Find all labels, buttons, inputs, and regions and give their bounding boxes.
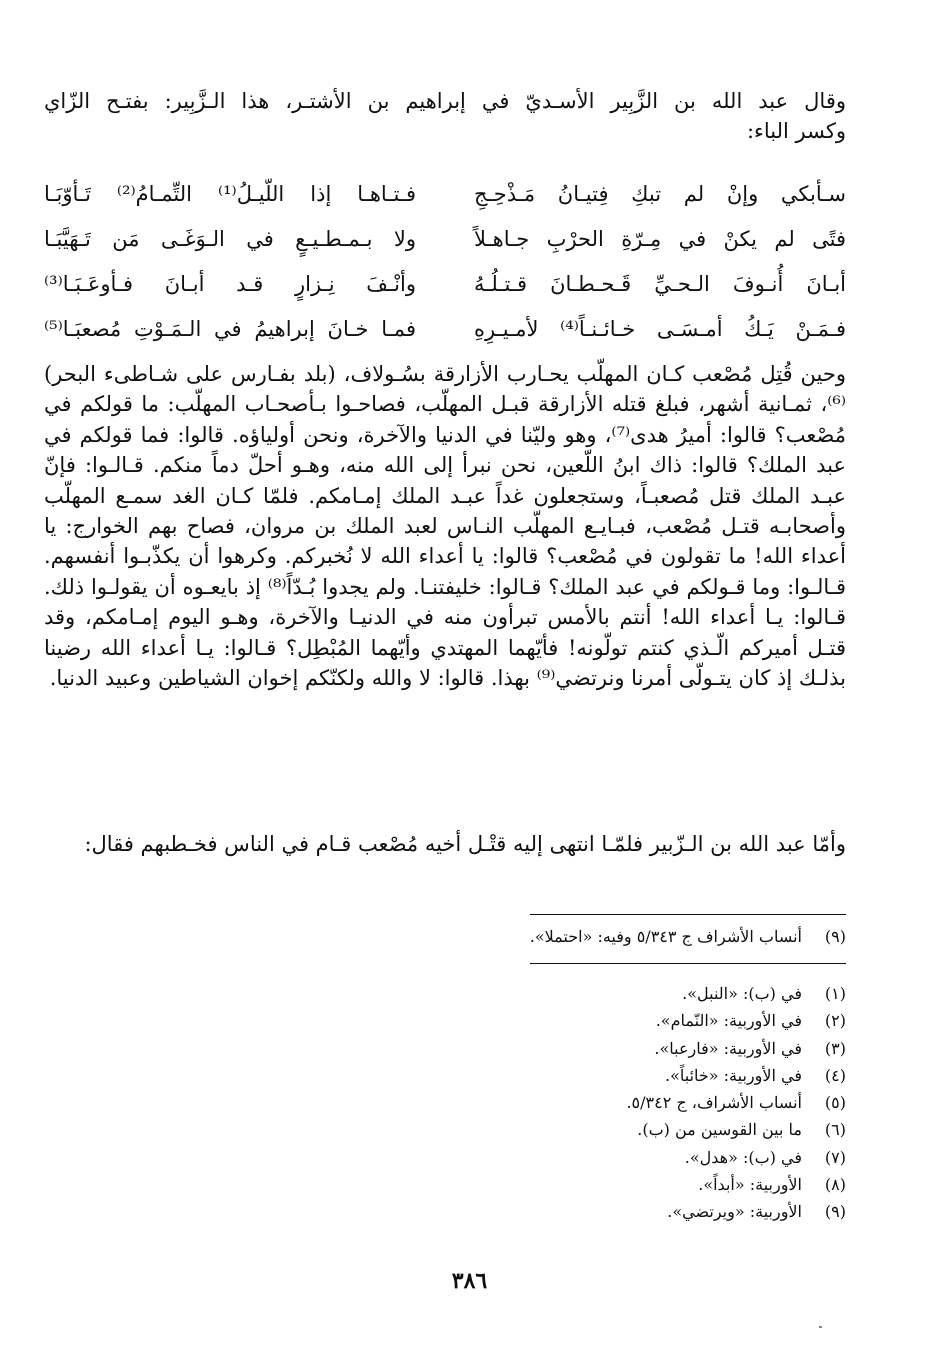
footnote-text: في الأوربية: «النّمام». — [655, 1011, 802, 1031]
footnote-text: في الأوربية: «فارعبا». — [654, 1038, 802, 1058]
verse-second-hemistich: فمـا خـانَ إبراهيمُ في الـمَـوْتِ مُصعبَـا⁽⁵⁾ — [44, 317, 416, 341]
verse-second-hemistich: وأنْـفَ نِـزارٍ قـد أبـانَ فـأوعَـبَـا⁽³⁾ — [44, 272, 416, 296]
footnote — [446, 1089, 846, 1116]
body-paragraph-ibn-zubayr: وأمّا عبد الله بن الـزّبير فلمّـا انتهى إليه قتْـل أخيه مُصْعب قـام في الناس فخـطبهم فقال: — [84, 832, 846, 856]
footnote-number: (٩) — [824, 1202, 846, 1222]
intro-paragraph — [44, 86, 846, 147]
scan-speck — [819, 1326, 822, 1328]
footnote-text: في الأوربية: «خائباً». — [664, 1065, 802, 1085]
footnote-separator — [530, 963, 846, 964]
footnote-number: (٤) — [824, 1065, 846, 1085]
footnote-text: في (ب): «النبل». — [682, 984, 802, 1003]
footnote — [446, 980, 846, 1007]
footnote-number: (٦) — [824, 1120, 846, 1140]
footnote-number: (٨) — [824, 1175, 846, 1195]
page-number: ٣٨٦ — [451, 1268, 488, 1294]
carried-footnote — [530, 925, 846, 949]
verse-second-hemistich: ولا بـمـطـيـعٍ في الـوَغَـى مَن تَـهَيَّبَـا — [44, 227, 416, 251]
footnote-number: (٣) — [824, 1038, 846, 1058]
footnote — [446, 1171, 846, 1198]
footnote-number: (٥) — [824, 1093, 846, 1113]
footnote — [446, 1007, 846, 1034]
footnote — [446, 1116, 846, 1143]
footnote-text: أنساب الأشراف ج ٥/٣٤٣ وفيه: «احتملا». — [529, 927, 802, 946]
footnote-text: الأوربية: «أبداً». — [698, 1175, 802, 1195]
verse-first-hemistich: فتًى لم يكنْ في مِـرّةِ الحرْبِ جـاهـلاً — [474, 227, 846, 251]
footnote-number: (٢) — [824, 1011, 846, 1031]
footnote-number: (٩) — [824, 927, 846, 946]
footnote-number: (١) — [824, 984, 846, 1003]
footnote-text: ما بين القوسين من (ب). — [637, 1120, 802, 1140]
intro-line-1: وقال عبد الله بن الزَّبِير الأسـديّ في إبراهيم بن الأشتـر، هذا الـزَّبِير: بفتـح الزّاي — [44, 89, 846, 113]
footnotes-list — [446, 980, 846, 1226]
poem-verse — [44, 174, 846, 219]
verse-first-hemistich: أبـانَ أُنـوفَ الـحـيِّ قَـحـطـانَ قـتـلُـهُ — [474, 272, 846, 296]
poem — [44, 174, 846, 354]
poem-verse — [44, 309, 846, 354]
footnote-number: (٧) — [824, 1147, 846, 1167]
footnote — [446, 1198, 846, 1225]
poem-verse — [44, 264, 846, 309]
verse-first-hemistich: فـمَـنْ يَـكُ أمـسَـى خـائـنـاً⁽⁴⁾ لأمـيـرِهِ — [474, 317, 846, 341]
body-paragraph-muhallab: وحين قُتِل مُصْعب كـان المهلّب يحـارب الأزارقة بسُـولاف، (بلد بفـارس على شـاطىء البحر)⁽⁶⁾، ثمـانية أشهر، فبلغ قتله الأزارقة قبـل المهلّب، فصاحـوا بـأصحـاب المهلّب: ما قولكم في مُصْعب؟ قالوا: أميرُ هدى⁽⁷⁾، وهو وليّنا في الدنيا والآخرة، ونحن أولياؤه. قالوا: فما قولكم في عبد الملك؟ قالوا: ذاك ابنُ اللّعين، نحن نبرأ إلى الله منه، وهـو أحلّ دماً منكم. قـالـوا: فإنّ عبـد الملك قتل مُصعبـاً، وستجعلون غداً عبـد الملك إمـامكم. فلمّا كـان الغد سمـع المهلّب وأصحابـه قتـل مُصْعب، فبـايـع المهلّب النـاس لعبد الملك بن مروان، فصاح بهم الخوارج: يا أعداء الله! ما تقولون في مُصْعب؟ قالوا: يا أعداء الله لا نُخبركم. وكرهوا أن يكذّبـوا أنفسهم. قـالـوا: وما قـولكم في عبد الملك؟ قـالوا: خليفتنـا. ولم يجدوا بُـدّاً⁽⁸⁾ إذ بايعـوه أن يقولـوا ذلك. قـالوا: يـا أعداء الله! أنتم بالأمس تبرأون منه في الدنيـا والآخرة، وهـو اليوم إمـامكم، وقد قتـل أميركم الّـذي كنتم تولّونه! فأيّهما المهتدي وأيّهما المُبْطِل؟ قـالوا: يـا أعداء الله رضينا بذلـك إذ كان يتـولّى أمرنا ونرتضي⁽⁹⁾ بهذا. قالوا: لا والله ولكنّكم إخوان الشياطين وعبيد الدنيا. — [44, 362, 847, 691]
footnote — [446, 1062, 846, 1089]
verse-second-hemistich: فـتـاهـا إذا اللّيـلُ⁽¹⁾ التِّمـامُ⁽²⁾ تَـأوّبَـا — [44, 182, 416, 206]
intro-line-2: وكسر الباء: — [746, 119, 846, 144]
footnote-text: أنساب الأشراف، ج ٥/٣٤٢. — [626, 1093, 802, 1113]
verse-first-hemistich: سـأبكي وإنْ لم تبكِ فِتيـانُ مَـذْحِـجِ — [474, 182, 846, 206]
footnote-text: الأوربية: «ويرتضي». — [667, 1202, 802, 1222]
poem-verse — [44, 219, 846, 264]
footnote — [446, 1035, 846, 1062]
footnote-separator — [530, 914, 846, 915]
footnote — [446, 1144, 846, 1171]
footnote-text: في (ب): «هدل». — [684, 1147, 802, 1167]
